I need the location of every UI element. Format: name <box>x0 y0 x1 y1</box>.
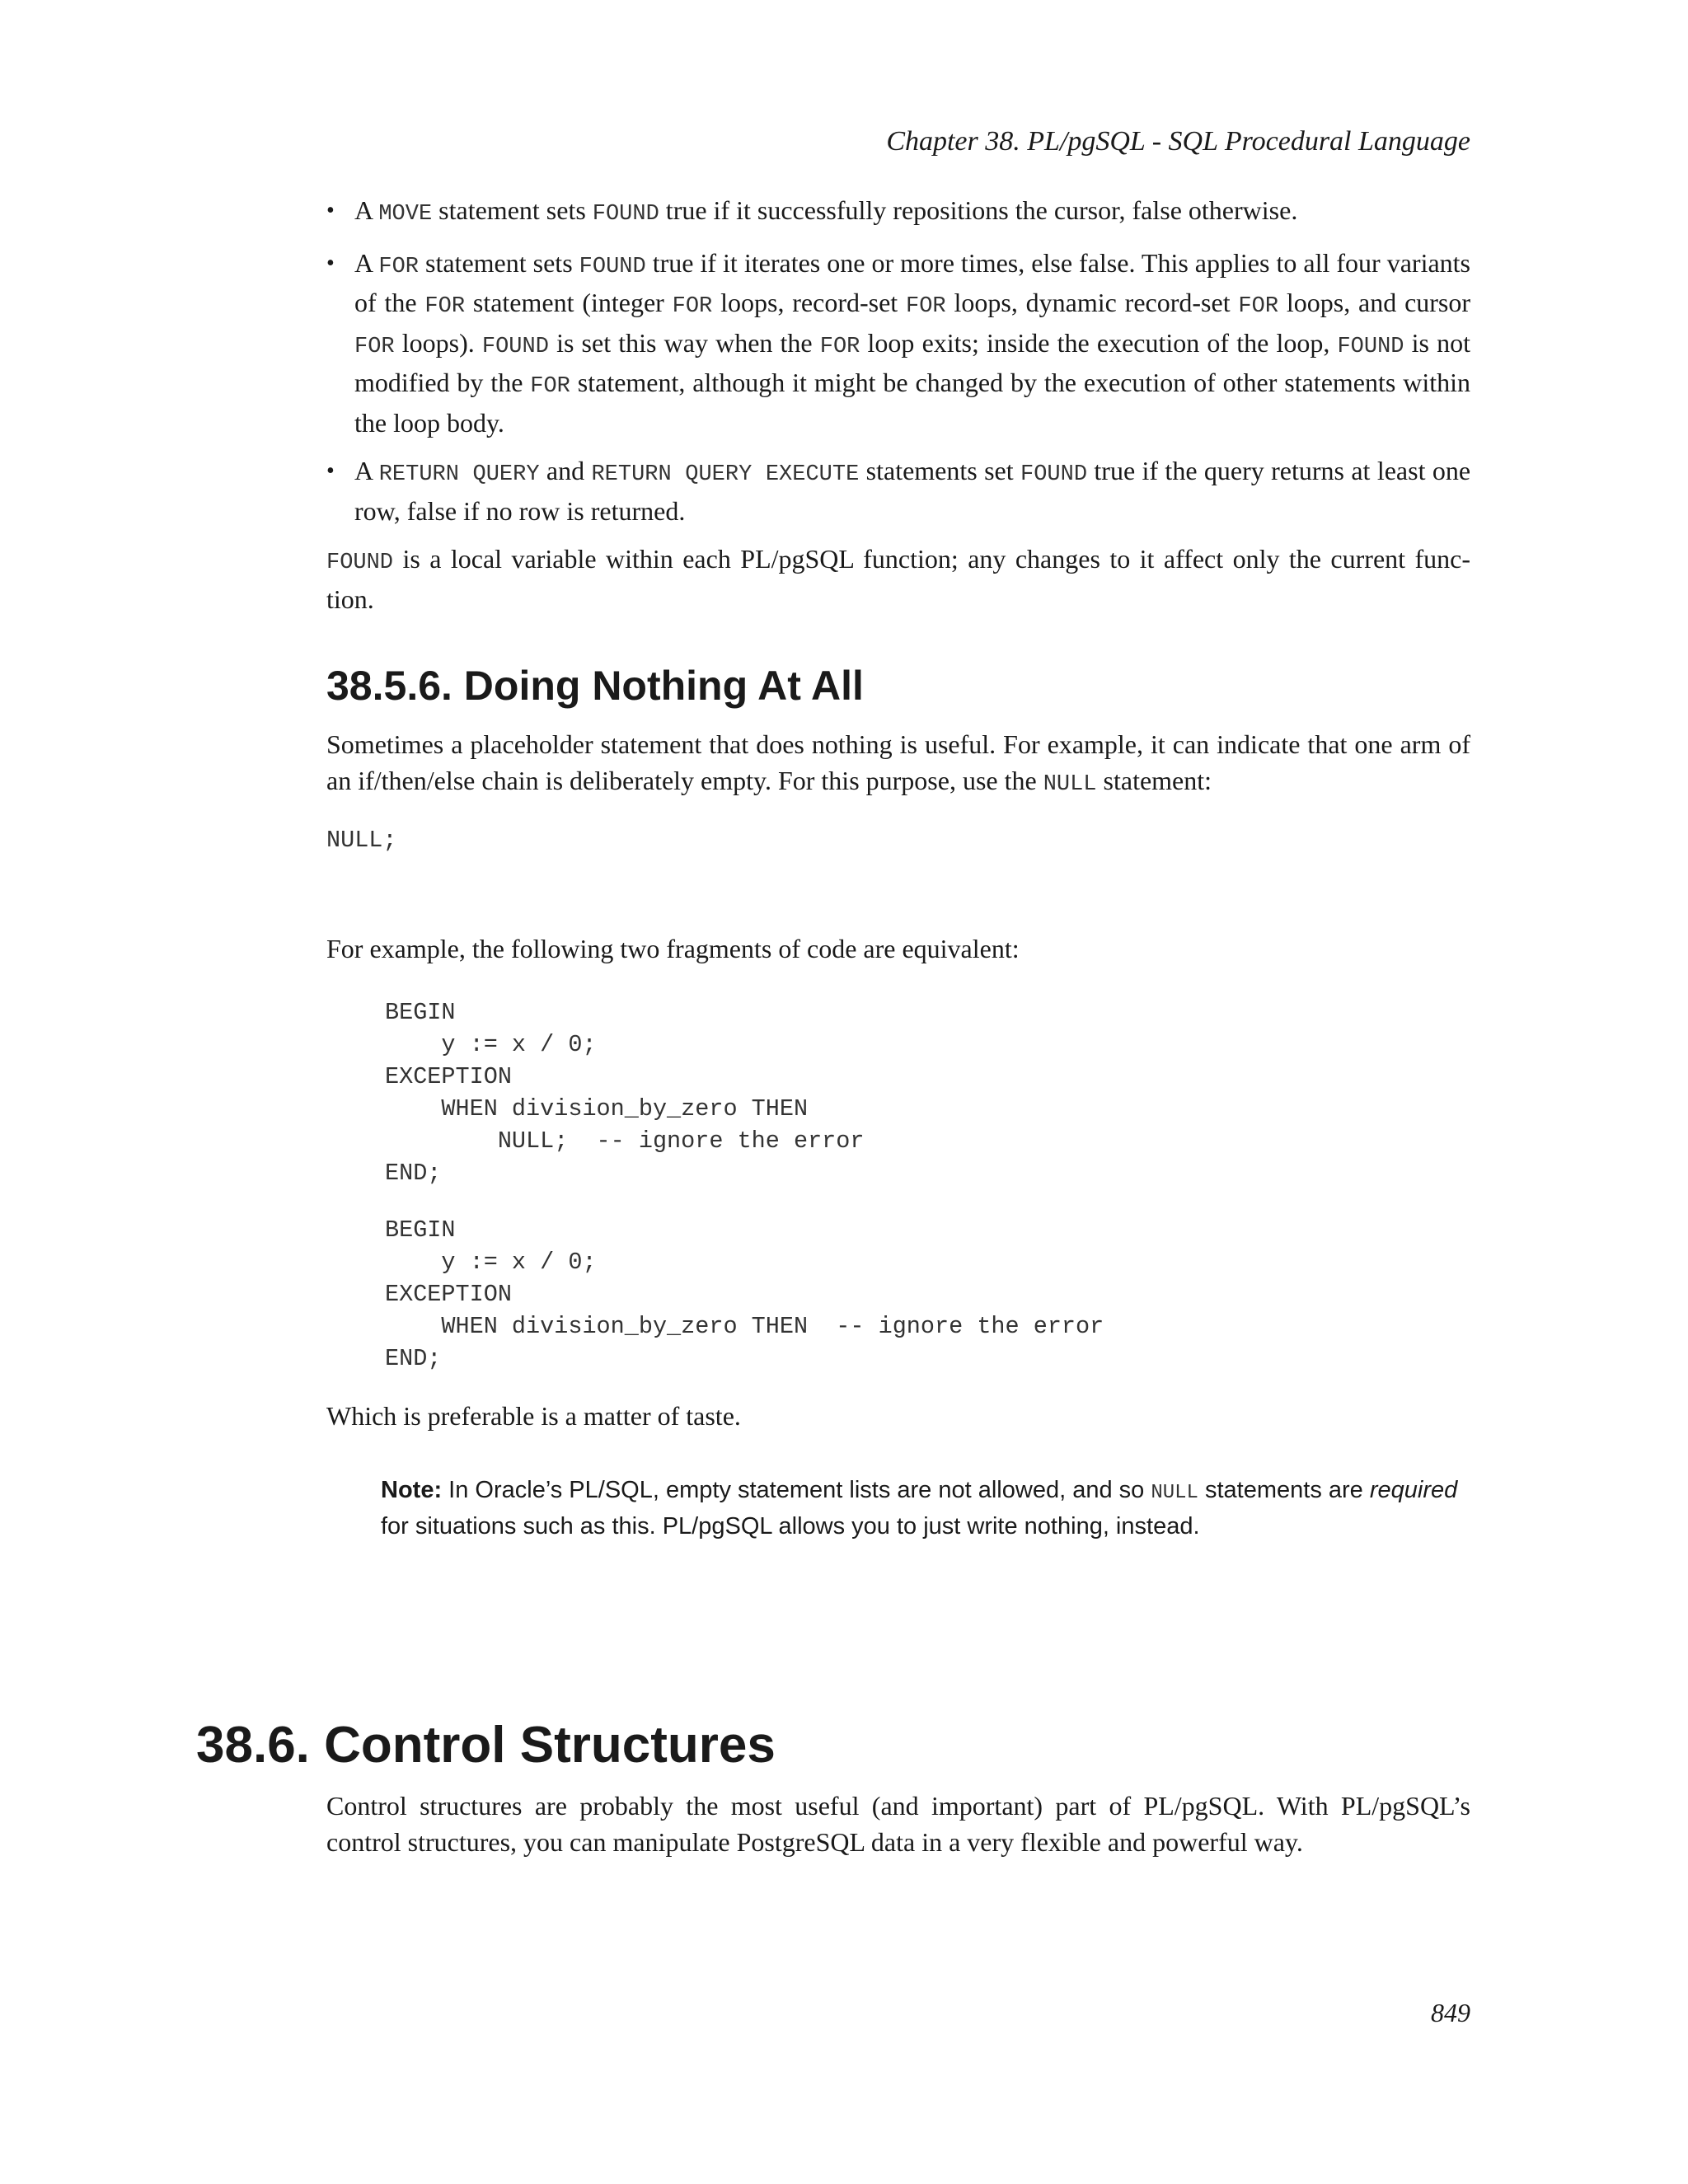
inline-code: FOR <box>819 334 860 359</box>
inline-code: FOR <box>530 374 570 399</box>
inline-text: loops, and cursor <box>1278 288 1471 317</box>
bullet-return-query <box>326 453 1470 529</box>
inline-text: true if it successfully repositions the cursor, false otherwise. <box>659 195 1298 225</box>
inline-code: MOVE <box>378 202 433 227</box>
inline-code: FOUND <box>326 551 394 575</box>
code-fragment-2: BEGIN y := x / 0; EXCEPTION WHEN division_by_zero THEN -- ignore the error END; <box>385 1216 1104 1372</box>
running-header: Chapter 38. PL/pgSQL - SQL Procedural Language <box>886 126 1470 157</box>
bullet-dot-icon: • <box>326 198 335 223</box>
inline-text: statement, although it might be changed by the execution of other statements within the loop body. <box>354 368 1471 438</box>
inline-code: FOR <box>1238 294 1279 319</box>
inline-text: loop exits; inside the execution of the loop, <box>860 327 1338 358</box>
inline-text: is not modified by the <box>354 327 1471 397</box>
inline-text: and <box>539 456 592 485</box>
bullet-dot-icon: • <box>326 458 335 484</box>
inline-text: is a local variable within each PL/pgSQL function; any changes to it affect only the current func- tion. <box>326 544 1470 614</box>
null-intro-text <box>326 729 1470 795</box>
inline-text: true if the query returns at least one row, false if no row is returned. <box>354 456 1471 526</box>
inline-text: statements set <box>859 456 1021 485</box>
found-bullet-list <box>326 193 1470 529</box>
code-fragment-1: BEGIN y := x / 0; EXCEPTION WHEN division_by_zero THEN NULL; -- ignore the error END; <box>385 999 865 1187</box>
note-emphasis-required: required <box>1369 1477 1458 1503</box>
inline-text: is set this way when the <box>548 327 820 358</box>
inline-code: FOR <box>354 334 395 359</box>
note-text-after: for situations such as this. PL/pgSQL allows you to just write nothing, instead. <box>381 1513 1200 1540</box>
bullet-move <box>326 193 1470 233</box>
found-paragraph-text <box>326 544 1470 614</box>
inline-text: A <box>354 456 379 485</box>
bullet-dot-icon: • <box>326 250 335 276</box>
inline-text: statement: <box>1096 765 1212 795</box>
inline-text: Sometimes a placeholder statement that does nothing is useful. For example, it can indicate that one arm of an if/then/else chain is deliberately empty. For this purpose, use the <box>326 729 1470 795</box>
bullet-text <box>354 456 1470 526</box>
inline-code: FOR <box>378 254 419 279</box>
inline-code: FOUND <box>592 202 659 227</box>
inline-text: A <box>354 195 379 225</box>
inline-code: RETURN QUERY <box>378 462 540 487</box>
page-number: 849 <box>1431 1998 1470 2027</box>
inline-code: FOUND <box>481 334 549 359</box>
inline-code: FOR <box>906 294 946 319</box>
note-code-null: NULL <box>1151 1482 1198 1504</box>
bullet-text <box>354 248 1470 438</box>
inline-code: NULL <box>1043 771 1097 797</box>
preference-paragraph: Which is preferable is a matter of taste. <box>326 1401 741 1431</box>
inline-code: FOUND <box>1020 462 1088 487</box>
section-heading-38-5-6: 38.5.6. Doing Nothing At All <box>326 663 864 709</box>
inline-text: true if it iterates one or more times, else false. This applies to all four variants of the <box>354 247 1471 317</box>
inline-text: loops, record-set <box>712 288 907 317</box>
null-intro-paragraph <box>326 727 1470 803</box>
control-structures-paragraph: Control structures are probably the most useful (and important) part of PL/pgSQL. With PL/pgSQL’s control structures, you can manipulate PostgreSQL data in a very flexible and powerful way. <box>326 1791 1470 1857</box>
inline-text: statement (integer <box>465 288 673 317</box>
bullet-text <box>354 195 1297 225</box>
note-label: Note: <box>381 1477 443 1503</box>
inline-text: statement sets <box>418 247 579 278</box>
oracle-note <box>381 1474 1470 1543</box>
bullet-for <box>326 246 1470 442</box>
found-section <box>326 193 1470 617</box>
note-text-middle: statements are <box>1198 1477 1370 1503</box>
inline-code: FOR <box>424 294 466 319</box>
inline-code: FOR <box>672 294 713 319</box>
example-intro-paragraph: For example, the following two fragments of code are equivalent: <box>326 934 1020 963</box>
inline-text: statement sets <box>432 195 593 225</box>
null-code-block: NULL; <box>326 827 397 854</box>
inline-text: loops). <box>394 327 482 358</box>
inline-text: loops, dynamic record-set <box>945 288 1239 317</box>
section-heading-38-6: 38.6. Control Structures <box>196 1717 776 1774</box>
note-text-before: In Oracle’s PL/SQL, empty statement lists are not allowed, and so <box>442 1477 1151 1503</box>
inline-code: FOUND <box>1337 334 1404 359</box>
inline-text: A <box>354 247 379 278</box>
found-paragraph <box>326 541 1470 617</box>
inline-code: RETURN QUERY EXECUTE <box>591 462 860 487</box>
inline-code: FOUND <box>579 254 646 279</box>
